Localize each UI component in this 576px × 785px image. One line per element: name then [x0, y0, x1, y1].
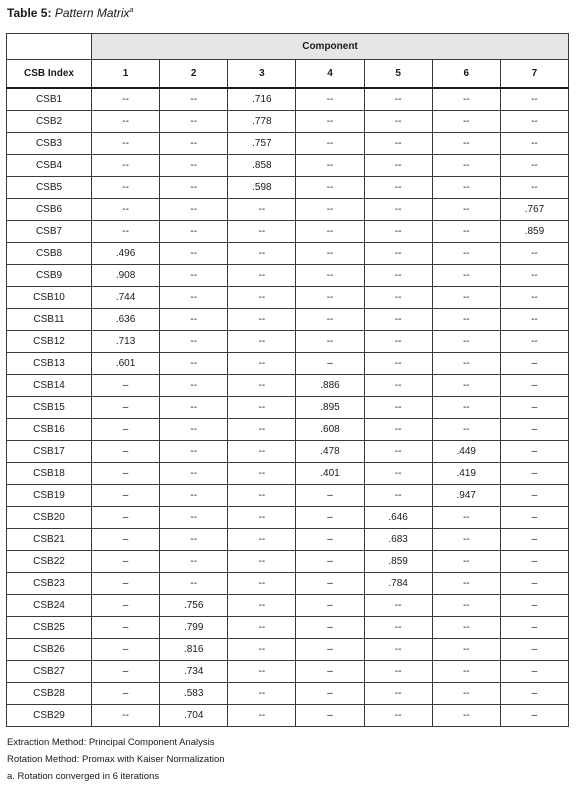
loading-cell: --	[432, 221, 500, 243]
loading-cell: –	[92, 595, 160, 617]
loading-cell: .601	[92, 353, 160, 375]
loading-cell: --	[432, 199, 500, 221]
loading-cell: –	[296, 485, 364, 507]
loading-cell: –	[92, 463, 160, 485]
loading-cell: .598	[228, 177, 296, 199]
loading-cell: --	[160, 419, 228, 441]
loading-cell: --	[432, 111, 500, 133]
loading-cell: –	[500, 661, 568, 683]
row-index-cell: CSB19	[7, 485, 92, 507]
loading-cell: –	[500, 419, 568, 441]
table-row	[7, 287, 569, 309]
loading-cell: –	[92, 551, 160, 573]
loading-cell: --	[92, 177, 160, 199]
row-index-cell: CSB16	[7, 419, 92, 441]
table-row	[7, 375, 569, 397]
loading-cell: --	[228, 529, 296, 551]
loading-cell: –	[92, 617, 160, 639]
loading-cell: –	[500, 441, 568, 463]
loading-cell: --	[228, 485, 296, 507]
loading-cell: --	[296, 199, 364, 221]
row-index-cell: CSB15	[7, 397, 92, 419]
loading-cell: --	[228, 441, 296, 463]
loading-cell: --	[228, 287, 296, 309]
table-row	[7, 353, 569, 375]
loading-cell: --	[160, 353, 228, 375]
pattern-matrix-table	[6, 33, 569, 727]
loading-cell: --	[432, 243, 500, 265]
table-row	[7, 639, 569, 661]
loading-cell: .858	[228, 155, 296, 177]
loading-cell: --	[364, 375, 432, 397]
loading-cell: --	[432, 331, 500, 353]
table-caption	[7, 3, 133, 21]
row-index-cell: CSB11	[7, 309, 92, 331]
component-group-header: Component	[92, 34, 569, 60]
loading-cell: --	[160, 243, 228, 265]
table-row	[7, 617, 569, 639]
table-row	[7, 221, 569, 243]
table-row	[7, 507, 569, 529]
loading-cell: --	[228, 397, 296, 419]
column-header-5: 5	[364, 60, 432, 89]
loading-cell: .449	[432, 441, 500, 463]
loading-cell: --	[432, 177, 500, 199]
row-index-cell: CSB3	[7, 133, 92, 155]
table-row	[7, 199, 569, 221]
loading-cell: --	[160, 375, 228, 397]
loading-cell: --	[160, 507, 228, 529]
loading-cell: .608	[296, 419, 364, 441]
loading-cell: –	[92, 485, 160, 507]
row-index-cell: CSB8	[7, 243, 92, 265]
loading-cell: --	[364, 353, 432, 375]
loading-cell: --	[432, 705, 500, 727]
loading-cell: --	[364, 683, 432, 705]
loading-cell: --	[160, 177, 228, 199]
loading-cell: --	[160, 88, 228, 111]
loading-cell: .734	[160, 661, 228, 683]
loading-cell: –	[500, 639, 568, 661]
loading-cell: --	[228, 265, 296, 287]
loading-cell: --	[228, 221, 296, 243]
loading-cell: --	[296, 88, 364, 111]
table-row	[7, 661, 569, 683]
loading-cell: –	[296, 529, 364, 551]
loading-cell: –	[92, 375, 160, 397]
table-row	[7, 595, 569, 617]
loading-cell: –	[92, 639, 160, 661]
loading-cell: --	[432, 573, 500, 595]
loading-cell: --	[228, 595, 296, 617]
table-row	[7, 133, 569, 155]
loading-cell: --	[228, 199, 296, 221]
table-notes	[7, 734, 225, 785]
loading-cell: --	[432, 683, 500, 705]
loading-cell: .816	[160, 639, 228, 661]
table-row	[7, 683, 569, 705]
loading-cell: –	[92, 661, 160, 683]
loading-cell: --	[500, 287, 568, 309]
row-index-cell: CSB27	[7, 661, 92, 683]
loading-cell: –	[296, 705, 364, 727]
loading-cell: –	[500, 507, 568, 529]
loading-cell: --	[92, 221, 160, 243]
row-index-cell: CSB20	[7, 507, 92, 529]
loading-cell: --	[432, 353, 500, 375]
loading-cell: --	[432, 133, 500, 155]
loading-cell: --	[432, 551, 500, 573]
loading-cell: --	[364, 419, 432, 441]
table-row	[7, 705, 569, 727]
loading-cell: –	[500, 375, 568, 397]
loading-cell: –	[296, 507, 364, 529]
loading-cell: –	[500, 683, 568, 705]
loading-cell: .683	[364, 529, 432, 551]
loading-cell: --	[432, 265, 500, 287]
loading-cell: --	[364, 88, 432, 111]
loading-cell: --	[364, 111, 432, 133]
column-header-4: 4	[296, 60, 364, 89]
loading-cell: –	[296, 353, 364, 375]
component-group-row	[7, 34, 569, 60]
loading-cell: --	[364, 309, 432, 331]
loading-cell: --	[296, 331, 364, 353]
loading-cell: –	[500, 705, 568, 727]
loading-cell: –	[92, 397, 160, 419]
loading-cell: --	[228, 507, 296, 529]
row-index-cell: CSB7	[7, 221, 92, 243]
loading-cell: –	[500, 595, 568, 617]
loading-cell: --	[228, 683, 296, 705]
loading-cell: –	[296, 661, 364, 683]
loading-cell: --	[500, 265, 568, 287]
loading-cell: –	[500, 463, 568, 485]
column-header-row	[7, 60, 569, 89]
column-header-1: 1	[92, 60, 160, 89]
loading-cell: --	[92, 705, 160, 727]
loading-cell: --	[500, 243, 568, 265]
caption-footnote-marker: a	[129, 7, 134, 14]
loading-cell: --	[364, 287, 432, 309]
loading-cell: .886	[296, 375, 364, 397]
loading-cell: .757	[228, 133, 296, 155]
loading-cell: –	[92, 573, 160, 595]
loading-cell: .583	[160, 683, 228, 705]
table-row	[7, 573, 569, 595]
loading-cell: --	[364, 661, 432, 683]
table-row	[7, 177, 569, 199]
loading-cell: --	[160, 287, 228, 309]
loading-cell: --	[432, 287, 500, 309]
loading-cell: –	[296, 573, 364, 595]
table-row	[7, 397, 569, 419]
loading-cell: --	[160, 133, 228, 155]
loading-cell: –	[500, 485, 568, 507]
loading-cell: –	[296, 639, 364, 661]
loading-cell: --	[160, 463, 228, 485]
table-row	[7, 529, 569, 551]
note-rotation-converged: a. Rotation converged in 6 iterations	[7, 771, 160, 782]
loading-cell: --	[364, 133, 432, 155]
caption-label: Table 5:	[7, 6, 52, 20]
row-index-cell: CSB12	[7, 331, 92, 353]
table-row	[7, 265, 569, 287]
loading-cell: --	[364, 221, 432, 243]
loading-cell: --	[160, 265, 228, 287]
loading-cell: --	[364, 485, 432, 507]
loading-cell: --	[364, 243, 432, 265]
loading-cell: --	[432, 375, 500, 397]
column-header-6: 6	[432, 60, 500, 89]
loading-cell: --	[228, 463, 296, 485]
loading-cell: --	[500, 155, 568, 177]
loading-cell: --	[500, 331, 568, 353]
loading-cell: --	[228, 551, 296, 573]
loading-cell: –	[92, 529, 160, 551]
loading-cell: --	[160, 397, 228, 419]
loading-cell: --	[228, 705, 296, 727]
loading-cell: .401	[296, 463, 364, 485]
loading-cell: --	[92, 199, 160, 221]
note-rotation-method: Rotation Method: Promax with Kaiser Normalization	[7, 754, 225, 765]
row-index-cell: CSB9	[7, 265, 92, 287]
loading-cell: --	[364, 595, 432, 617]
row-index-cell: CSB29	[7, 705, 92, 727]
loading-cell: .636	[92, 309, 160, 331]
loading-cell: --	[364, 199, 432, 221]
row-index-cell: CSB14	[7, 375, 92, 397]
loading-cell: --	[432, 617, 500, 639]
loading-cell: –	[500, 617, 568, 639]
row-index-cell: CSB23	[7, 573, 92, 595]
loading-cell: .947	[432, 485, 500, 507]
row-index-cell: CSB17	[7, 441, 92, 463]
loading-cell: --	[228, 353, 296, 375]
loading-cell: --	[432, 529, 500, 551]
loading-cell: --	[160, 309, 228, 331]
table-row	[7, 309, 569, 331]
loading-cell: .908	[92, 265, 160, 287]
note-extraction-method: Extraction Method: Principal Component Analysis	[7, 737, 215, 748]
table-row	[7, 485, 569, 507]
row-index-cell: CSB5	[7, 177, 92, 199]
loading-cell: --	[228, 573, 296, 595]
caption-text: Pattern Matrix	[54, 6, 130, 20]
loading-cell: –	[92, 507, 160, 529]
loading-cell: –	[92, 441, 160, 463]
loading-cell: .419	[432, 463, 500, 485]
loading-cell: –	[500, 529, 568, 551]
loading-cell: --	[160, 485, 228, 507]
loading-cell: .895	[296, 397, 364, 419]
loading-cell: --	[364, 705, 432, 727]
loading-cell: --	[364, 397, 432, 419]
table-row	[7, 441, 569, 463]
loading-cell: --	[364, 463, 432, 485]
loading-cell: –	[500, 573, 568, 595]
loading-cell: .713	[92, 331, 160, 353]
loading-cell: --	[432, 397, 500, 419]
table-body	[7, 88, 569, 727]
loading-cell: --	[432, 309, 500, 331]
loading-cell: --	[364, 331, 432, 353]
loading-cell: --	[432, 639, 500, 661]
loading-cell: –	[500, 353, 568, 375]
loading-cell: --	[160, 573, 228, 595]
loading-cell: –	[296, 551, 364, 573]
row-index-cell: CSB26	[7, 639, 92, 661]
loading-cell: --	[160, 111, 228, 133]
loading-cell: --	[160, 441, 228, 463]
row-index-cell: CSB28	[7, 683, 92, 705]
loading-cell: --	[296, 287, 364, 309]
loading-cell: --	[500, 111, 568, 133]
loading-cell: --	[228, 617, 296, 639]
loading-cell: --	[92, 133, 160, 155]
loading-cell: --	[160, 221, 228, 243]
loading-cell: --	[296, 111, 364, 133]
row-index-cell: CSB1	[7, 88, 92, 111]
loading-cell: --	[364, 265, 432, 287]
csb-index-header: CSB Index	[7, 60, 92, 89]
loading-cell: --	[500, 133, 568, 155]
loading-cell: .478	[296, 441, 364, 463]
table-row	[7, 111, 569, 133]
loading-cell: --	[296, 155, 364, 177]
loading-cell: --	[228, 375, 296, 397]
loading-cell: --	[432, 419, 500, 441]
loading-cell: –	[500, 551, 568, 573]
loading-cell: .756	[160, 595, 228, 617]
loading-cell: --	[160, 155, 228, 177]
loading-cell: --	[228, 243, 296, 265]
loading-cell: .799	[160, 617, 228, 639]
loading-cell: --	[432, 661, 500, 683]
loading-cell: --	[160, 529, 228, 551]
loading-cell: --	[228, 309, 296, 331]
loading-cell: --	[296, 221, 364, 243]
row-index-cell: CSB2	[7, 111, 92, 133]
column-header-3: 3	[228, 60, 296, 89]
loading-cell: --	[228, 331, 296, 353]
loading-cell: --	[160, 199, 228, 221]
loading-cell: –	[296, 595, 364, 617]
loading-cell: --	[228, 639, 296, 661]
loading-cell: .704	[160, 705, 228, 727]
loading-cell: –	[500, 397, 568, 419]
table-row	[7, 551, 569, 573]
column-header-2: 2	[160, 60, 228, 89]
row-index-cell: CSB24	[7, 595, 92, 617]
loading-cell: --	[92, 155, 160, 177]
row-index-cell: CSB13	[7, 353, 92, 375]
loading-cell: –	[296, 617, 364, 639]
loading-cell: --	[92, 111, 160, 133]
loading-cell: --	[500, 309, 568, 331]
row-index-cell: CSB4	[7, 155, 92, 177]
loading-cell: --	[364, 441, 432, 463]
loading-cell: --	[296, 309, 364, 331]
loading-cell: .646	[364, 507, 432, 529]
loading-cell: --	[432, 155, 500, 177]
loading-cell: .744	[92, 287, 160, 309]
loading-cell: –	[92, 683, 160, 705]
loading-cell: --	[500, 177, 568, 199]
loading-cell: --	[432, 507, 500, 529]
row-index-cell: CSB22	[7, 551, 92, 573]
table-row	[7, 88, 569, 111]
loading-cell: .784	[364, 573, 432, 595]
row-index-cell: CSB25	[7, 617, 92, 639]
loading-cell: --	[228, 661, 296, 683]
loading-cell: --	[432, 88, 500, 111]
loading-cell: –	[296, 683, 364, 705]
row-index-cell: CSB18	[7, 463, 92, 485]
loading-cell: --	[364, 155, 432, 177]
loading-cell: .496	[92, 243, 160, 265]
row-index-cell: CSB10	[7, 287, 92, 309]
loading-cell: .859	[500, 221, 568, 243]
loading-cell: --	[228, 419, 296, 441]
loading-cell: .778	[228, 111, 296, 133]
loading-cell: --	[296, 177, 364, 199]
loading-cell: .767	[500, 199, 568, 221]
table-row	[7, 243, 569, 265]
empty-corner-cell	[7, 34, 92, 60]
table-row	[7, 331, 569, 353]
loading-cell: --	[432, 595, 500, 617]
loading-cell: --	[364, 177, 432, 199]
loading-cell: --	[160, 331, 228, 353]
loading-cell: --	[364, 639, 432, 661]
loading-cell: --	[296, 243, 364, 265]
row-index-cell: CSB6	[7, 199, 92, 221]
loading-cell: --	[500, 88, 568, 111]
table-row	[7, 419, 569, 441]
loading-cell: .716	[228, 88, 296, 111]
loading-cell: --	[296, 133, 364, 155]
loading-cell: –	[92, 419, 160, 441]
table-row	[7, 155, 569, 177]
loading-cell: .859	[364, 551, 432, 573]
column-header-7: 7	[500, 60, 568, 89]
loading-cell: --	[92, 88, 160, 111]
row-index-cell: CSB21	[7, 529, 92, 551]
table-row	[7, 463, 569, 485]
loading-cell: --	[364, 617, 432, 639]
loading-cell: --	[296, 265, 364, 287]
loading-cell: --	[160, 551, 228, 573]
